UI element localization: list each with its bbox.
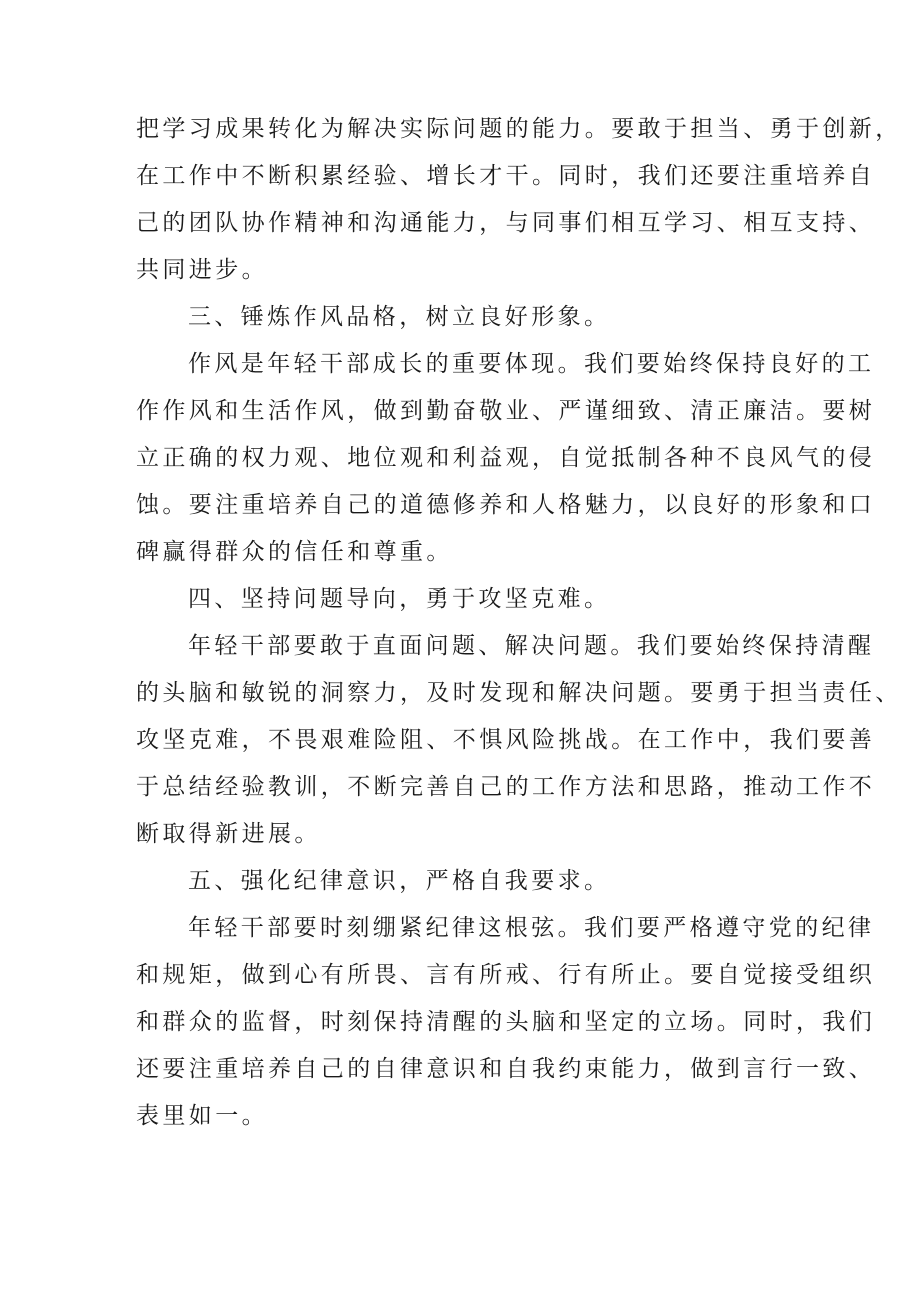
text-line: 碑赢得群众的信任和尊重。 (136, 539, 453, 565)
text-line: 断取得新进展。 (136, 821, 321, 847)
text-line: 年轻干部要时刻绷紧纪律这根弦。我们要严格遵守党的纪律 (188, 915, 875, 941)
text-line: 于总结经验教训，不断完善自己的工作方法和思路，推动工作不 (136, 774, 876, 800)
section-heading-4 (136, 576, 796, 623)
text-line: 立正确的权力观、地位观和利益观，自觉抵制各种不良风气的侵 (136, 445, 876, 471)
paragraph-continued (136, 106, 902, 294)
text-line: 己的团队协作精神和沟通能力，与同事们相互学习、相互支持、 (136, 210, 876, 236)
paragraph-body (136, 905, 876, 1140)
text-line: 和群众的监督，时刻保持清醒的头脑和坚定的立场。同时，我们 (136, 1009, 876, 1035)
heading-text: 三、锤炼作风品格，树立良好形象。 (188, 304, 611, 330)
text-line: 的头脑和敏锐的洞察力，及时发现和解决问题。要勇于担当责任、 (136, 680, 902, 706)
heading-text: 五、强化纪律意识，严格自我要求。 (188, 868, 611, 894)
text-line: 表里如一。 (136, 1103, 268, 1129)
text-line: 攻坚克难，不畏艰难险阻、不惧风险挑战。在工作中，我们要善 (136, 727, 876, 753)
document-body (136, 106, 902, 1140)
text-line: 蚀。要注重培养自己的道德修养和人格魅力，以良好的形象和口 (136, 492, 876, 518)
text-line: 作风是年轻干部成长的重要体现。我们要始终保持良好的工 (188, 351, 875, 377)
paragraph-body (136, 341, 876, 576)
text-line: 共同进步。 (136, 257, 268, 283)
text-line: 作作风和生活作风，做到勤奋敬业、严谨细致、清正廉洁。要树 (136, 398, 876, 424)
section-heading-3 (136, 294, 796, 341)
text-line: 和规矩，做到心有所畏、言有所戒、行有所止。要自觉接受组织 (136, 962, 876, 988)
paragraph-body (136, 623, 902, 858)
text-line: 年轻干部要敢于直面问题、解决问题。我们要始终保持清醒 (188, 633, 875, 659)
text-line: 还要注重培养自己的自律意识和自我约束能力，做到言行一致、 (136, 1056, 876, 1082)
heading-text: 四、坚持问题导向，勇于攻坚克难。 (188, 586, 611, 612)
text-line: 在工作中不断积累经验、增长才干。同时，我们还要注重培养自 (136, 163, 876, 189)
text-line: 把学习成果转化为解决实际问题的能力。要敢于担当、勇于创新， (136, 116, 902, 142)
section-heading-5 (136, 858, 796, 905)
